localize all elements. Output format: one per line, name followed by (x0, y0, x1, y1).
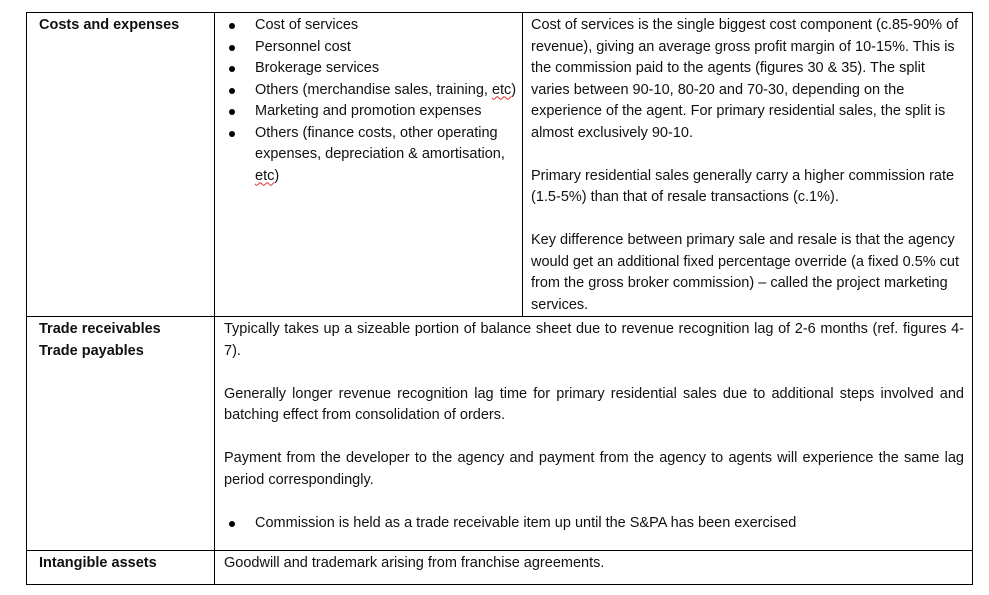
list-item: Others (merchandise sales, training, etc) (224, 80, 518, 102)
costs-bullet-list (224, 15, 518, 187)
list-item: Cost of services (224, 15, 518, 37)
spellcheck-word: etc (491, 81, 512, 98)
list-item: Others (finance costs, other operating expenses, depreciation & amortisation, etc) (224, 123, 518, 188)
costs-description-cell (523, 13, 973, 317)
intangible-label-cell (27, 551, 215, 585)
spellcheck-word: etc (255, 167, 275, 184)
row-intangible-assets (27, 551, 973, 585)
intangible-description-cell (215, 551, 973, 585)
row-trade (27, 317, 973, 551)
list-item: Brokerage services (224, 58, 518, 80)
costs-label-cell (27, 13, 215, 317)
intangible-text: Goodwill and trademark arising from franchise agreements. (224, 555, 605, 571)
costs-paragraph: Key difference between primary sale and resale is that the agency would get an additional fixed percentage override (a fixed 0.5% cut from the gross broker commission) – called the project marketing services. (531, 232, 960, 313)
list-item: Commission is held as a trade receivable item up until the S&PA has been exercised (224, 513, 964, 535)
trade-label-cell (27, 317, 215, 551)
row-costs-and-expenses (27, 13, 973, 317)
trade-payables-label: Trade payables (39, 342, 144, 359)
trade-paragraph: Generally longer revenue recognition lag time for primary residential sales due to additional steps involved and batching effect from consolidation of orders. (224, 385, 964, 423)
costs-paragraph: Primary residential sales generally carry a higher commission rate (1.5-5%) than that of resale transactions (c.1%). (531, 167, 955, 205)
intangible-label: Intangible assets (39, 555, 157, 571)
costs-label: Costs and expenses (39, 17, 180, 33)
costs-paragraph: Cost of services is the single biggest cost component (c.85-90% of revenue), giving an average gross profit margin of 10-15%. This is the commission paid to the agents (figures 30 & 35). The split varies between 90-10, 80-20 and 70-30, depending on the experience of the agent. For primary residential sales, the split is almost exclusively 90-10. (531, 17, 959, 141)
list-item: Marketing and promotion expenses (224, 101, 518, 123)
trade-paragraph: Typically takes up a sizeable portion of balance sheet due to revenue recognition lag of 2-6 months (ref. figures 4-7). (224, 321, 964, 359)
costs-bullets-cell (215, 13, 523, 317)
trade-paragraph: Payment from the developer to the agency and payment from the agency to agents will experience the same lag period correspondingly. (224, 450, 964, 488)
trade-description-cell (215, 317, 973, 551)
trade-receivables-label: Trade receivables (39, 321, 161, 337)
content-table (26, 12, 973, 585)
trade-bullet-list (224, 513, 964, 535)
list-item: Personnel cost (224, 37, 518, 59)
